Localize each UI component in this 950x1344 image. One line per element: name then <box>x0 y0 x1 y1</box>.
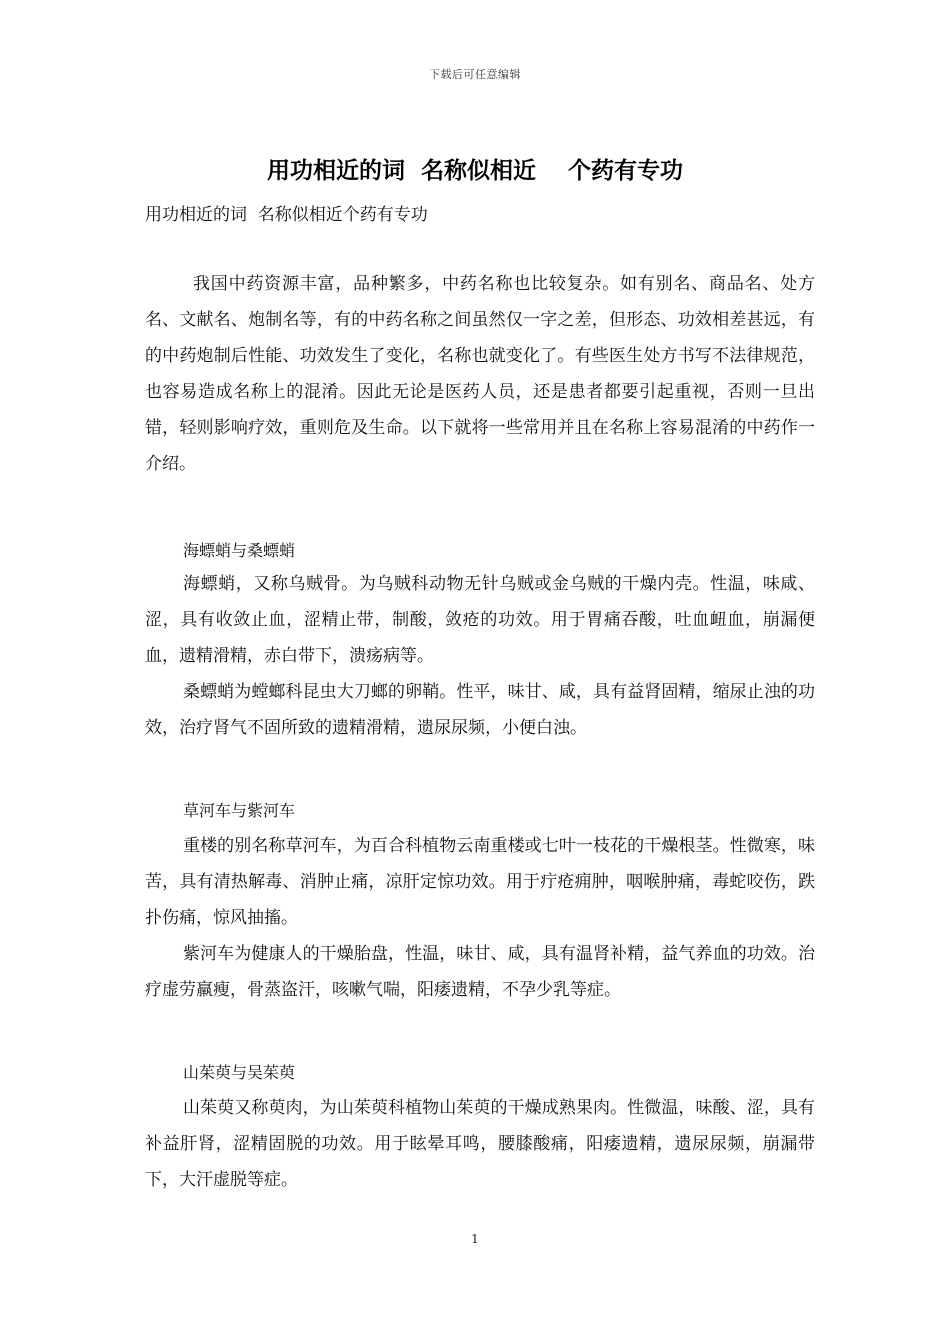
document-subtitle: 用功相近的词 名称似相近个药有专功 <box>145 205 428 225</box>
page-number: 1 <box>471 1232 479 1246</box>
section-body-haipiaoxiao <box>145 566 815 746</box>
paragraph: 紫河车为健康人的干燥胎盘，性温，味甘、咸，具有温肾补精，益气养血的功效。治疗虚劳羸瘦，骨蒸盗汗，咳嗽气喘，阳痿遗精，不孕少乳等症。 <box>145 944 815 1000</box>
document-title: 用功相近的词 名称似相近 个药有专功 <box>266 157 684 184</box>
paragraph: 海螵蛸，又称乌贼骨。为乌贼科动物无针乌贼或金乌贼的干燥内壳。性温，味咸、涩，具有收敛止血，涩精止带，制酸，敛疮的功效。用于胃痛吞酸，吐血衄血，崩漏便血，遗精滑精，赤白带下，溃疡病等。 <box>145 574 815 666</box>
paragraph: 山茱萸又称萸肉，为山茱萸科植物山茱萸的干燥成熟果肉。性微温，味酸、涩，具有补益肝肾，涩精固脱的功效。用于眩晕耳鸣，腰膝酸痛，阳痿遗精，遗尿尿频，崩漏带下，大汗虚脱等症。 <box>145 1098 815 1190</box>
intro-paragraph: 我国中药资源丰富，品种繁多，中药名称也比较复杂。如有别名、商品名、处方名、文献名、炮制名等，有的中药名称之间虽然仅一字之差，但形态、功效相差甚远，有的中药炮制后性能、功效发生了变化，名称也就变化了。有些医生处方书写不法律规范，也容易造成名称上的混淆。因此无论是医药人员，还是患者都要引起重视，否则一旦出错，轻则影响疗效，重则危及生命。以下就将一些常用并且在名称上容易混淆的中药作一介绍。 <box>145 274 815 474</box>
paragraph: 重楼的别名称草河车，为百合科植物云南重楼或七叶一枝花的干燥根茎。性微寒，味苦，具有清热解毒、消肿止痛，凉肝定惊功效。用于疔疮痈肿，咽喉肿痛，毒蛇咬伤，跌扑伤痛，惊风抽搐。 <box>145 836 815 928</box>
section-heading-shanzhuyu: 山茱萸与吴茱萸 <box>183 1063 296 1082</box>
header-note: 下载后可任意编辑 <box>429 68 521 81</box>
section-body-caoheche <box>145 828 815 1008</box>
section-heading-caoheche: 草河车与紫河车 <box>183 801 296 820</box>
section-body-shanzhuyu <box>145 1090 815 1198</box>
paragraph: 桑螵蛸为螳螂科昆虫大刀螂的卵鞘。性平，味甘、咸，具有益肾固精，缩尿止浊的功效，治疗肾气不固所致的遗精滑精，遗尿尿频，小便白浊。 <box>145 682 815 738</box>
section-heading-haipiaoxiao: 海螵蛸与桑螵蛸 <box>183 541 296 560</box>
